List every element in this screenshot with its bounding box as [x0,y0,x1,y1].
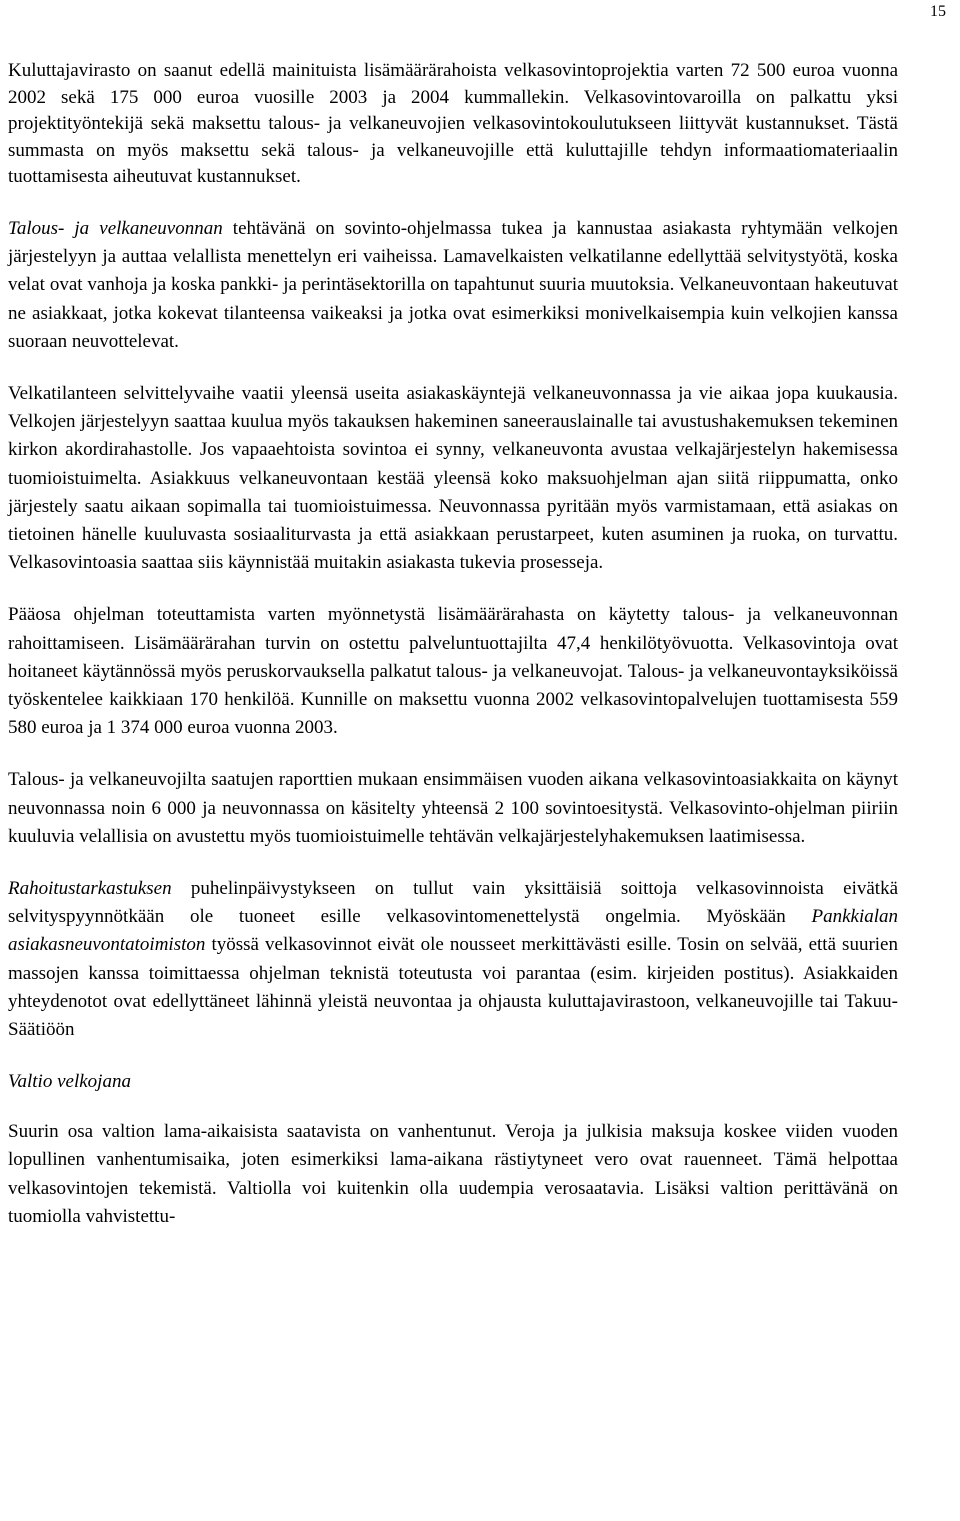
italic-term: Pankkialan asiakasneuvontatoimiston [8,906,898,956]
paragraph-text: puhelinpäivystykseen on tullut vain yksittäisiä soittoja velkasovinnoista eivätkä selvityspyynnötkään ole tuoneet esille velkasovintomenettelystä ongelmia. Myöskään [8,878,898,928]
paragraph-funding [8,58,898,191]
paragraph-text: Suurin osa valtion lama-aikaisista saatavista on vanhentunut. Veroja ja julkisia maksuja koskee viiden vuoden lopullinen vanhentumisaika, joten esimerkiksi lama-aikana rästiytyneet vero ovat rauenneet. Tämä helpottaa velkasovintojen tekemistä. Valtiolla voi kuitenkin olla uudempia verosaatavia. Lisäksi valtion perittävänä on tuomiolla vahvistettu- [8,1121,898,1227]
paragraph-text: Kuluttajavirasto on saanut edellä mainituista lisämäärärahoista velkasovintoprojektia varten 72 500 euroa vuonna 2002 sekä 175 000 euroa vuosille 2003 ja 2004 kummallekin. Velkasovintovaroilla on palkattu yksi projektityöntekijä sekä maksettu talous- ja velkaneuvojien velkasovintokoulutukseen liittyvät kustannukset. Tästä summasta on myös maksettu sekä talous- ja velkaneuvojille että kuluttajille tehdyn informaatiomateriaalin tuottamisesta aiheutuvat kustannukset. [8,60,898,188]
paragraph-reports [8,766,898,851]
paragraph-debt-counselling-role [8,215,898,356]
paragraph-supervision [8,875,898,1044]
paragraph-text: Talous- ja velkaneuvojilta saatujen raporttien mukaan ensimmäisen vuoden aikana velkasovintoasiakkaita on käynyt neuvonnassa noin 6 000 ja neuvonnassa on käsitelty yhteensä 2 100 sovintoesitystä. Velkasovinto-ohjelman piiriin kuuluvia velallisia on avustettu myös tuomioistuimelle tehtävän velkajärjestelyhakemuksen laatimisessa. [8,769,898,847]
page-number: 15 [930,3,946,20]
document-body [8,58,898,1255]
paragraph-funding-use [8,601,898,742]
paragraph-state-creditor [8,1118,898,1231]
italic-term: Talous- ja velkaneuvonnan [8,217,223,239]
italic-term: Rahoitustarkastuksen [8,878,172,900]
paragraph-text: Velkatilanteen selvittelyvaihe vaatii yleensä useita asiakaskäyntejä velkaneuvonnassa ja vie aikaa jopa kuukausia. Velkojen järjestelyyn saattaa kuulua myös takauksen hakeminen saneerauslainalle tai avustushakemuksen tekeminen kirkon akordirahastolle. Jos vapaaehtoista sovintoa ei synny, velkaneuvonta avustaa velkajärjestelyn hakemisessa tuomioistuimelta. Asiakkuus velkaneuvontaan kestää yleensä koko maksuohjelman ajan siitä riippumatta, onko järjestely saatu aikaan sopimalla tai tuomioistuimessa. Neuvonnassa pyritään myös varmistamaan, että asiakas on tietoinen hänelle kuuluvasta sosiaaliturvasta ja että asiakkaan perustarpeet, kuten asuminen ja ruoka, on turvattu. Velkasovintoasia saattaa siis käynnistää muitakin asiakasta tukevia prosesseja. [8,382,898,574]
paragraph-text: tehtävänä on sovinto-ohjelmassa tukea ja kannustaa asiakasta ryhtymään velkojen järjestelyyn ja auttaa velallista menettelyn eri vaiheissa. Lamavelkaisten velkatilanne edellyttää selvitystyötä, koska velat ovat vanhoja ja koska pankki- ja perintäsektorilla on tapahtunut suuria muutoksia. Velkaneuvontaan hakeutuvat ne asiakkaat, jotka kokevat tilanteensa vaikeaksi ja jotka ovat esimerkiksi monivelkaisempia kuin velkojien kanssa suoraan neuvottelevat. [8,217,899,352]
paragraph-text: työssä velkasovinnot eivät ole nousseet merkittävästi esille. Tosin on selvää, että suurien massojen kanssa toimittaessa ohjelman teknistä toteutusta voi parantaa (esim. kirjeiden postitus). Asiakkaiden yhteydenotot ovat edellyttäneet lähinnä yleistä neuvontaa ja ohjausta kuluttajavirastoon, velkaneuvojille tai Takuu-Säätiöön [8,934,898,1041]
paragraph-text: Pääosa ohjelman toteuttamista varten myönnetystä lisämäärärahasta on käytetty talous- ja velkaneuvonnan rahoittamiseen. Lisämäärärahan turvin on ostettu palveluntuottajilta 47,4 henkilötyövuotta. Velkasovintoja ovat hoitaneet käytännössä myös peruskorvauksella palkatut talous- ja velkaneuvojat. Talous- ja velkaneuvontayksiköissä työskentelee kaikkiaan 170 henkilöä. Kunnille on maksettu vuonna 2002 velkasovintopalvelujen tuottamisesta 559 580 euroa ja 1 374 000 euroa vuonna 2003. [8,604,898,739]
paragraph-clarification-phase [8,380,898,577]
section-heading: Valtio velkojana [8,1071,131,1093]
